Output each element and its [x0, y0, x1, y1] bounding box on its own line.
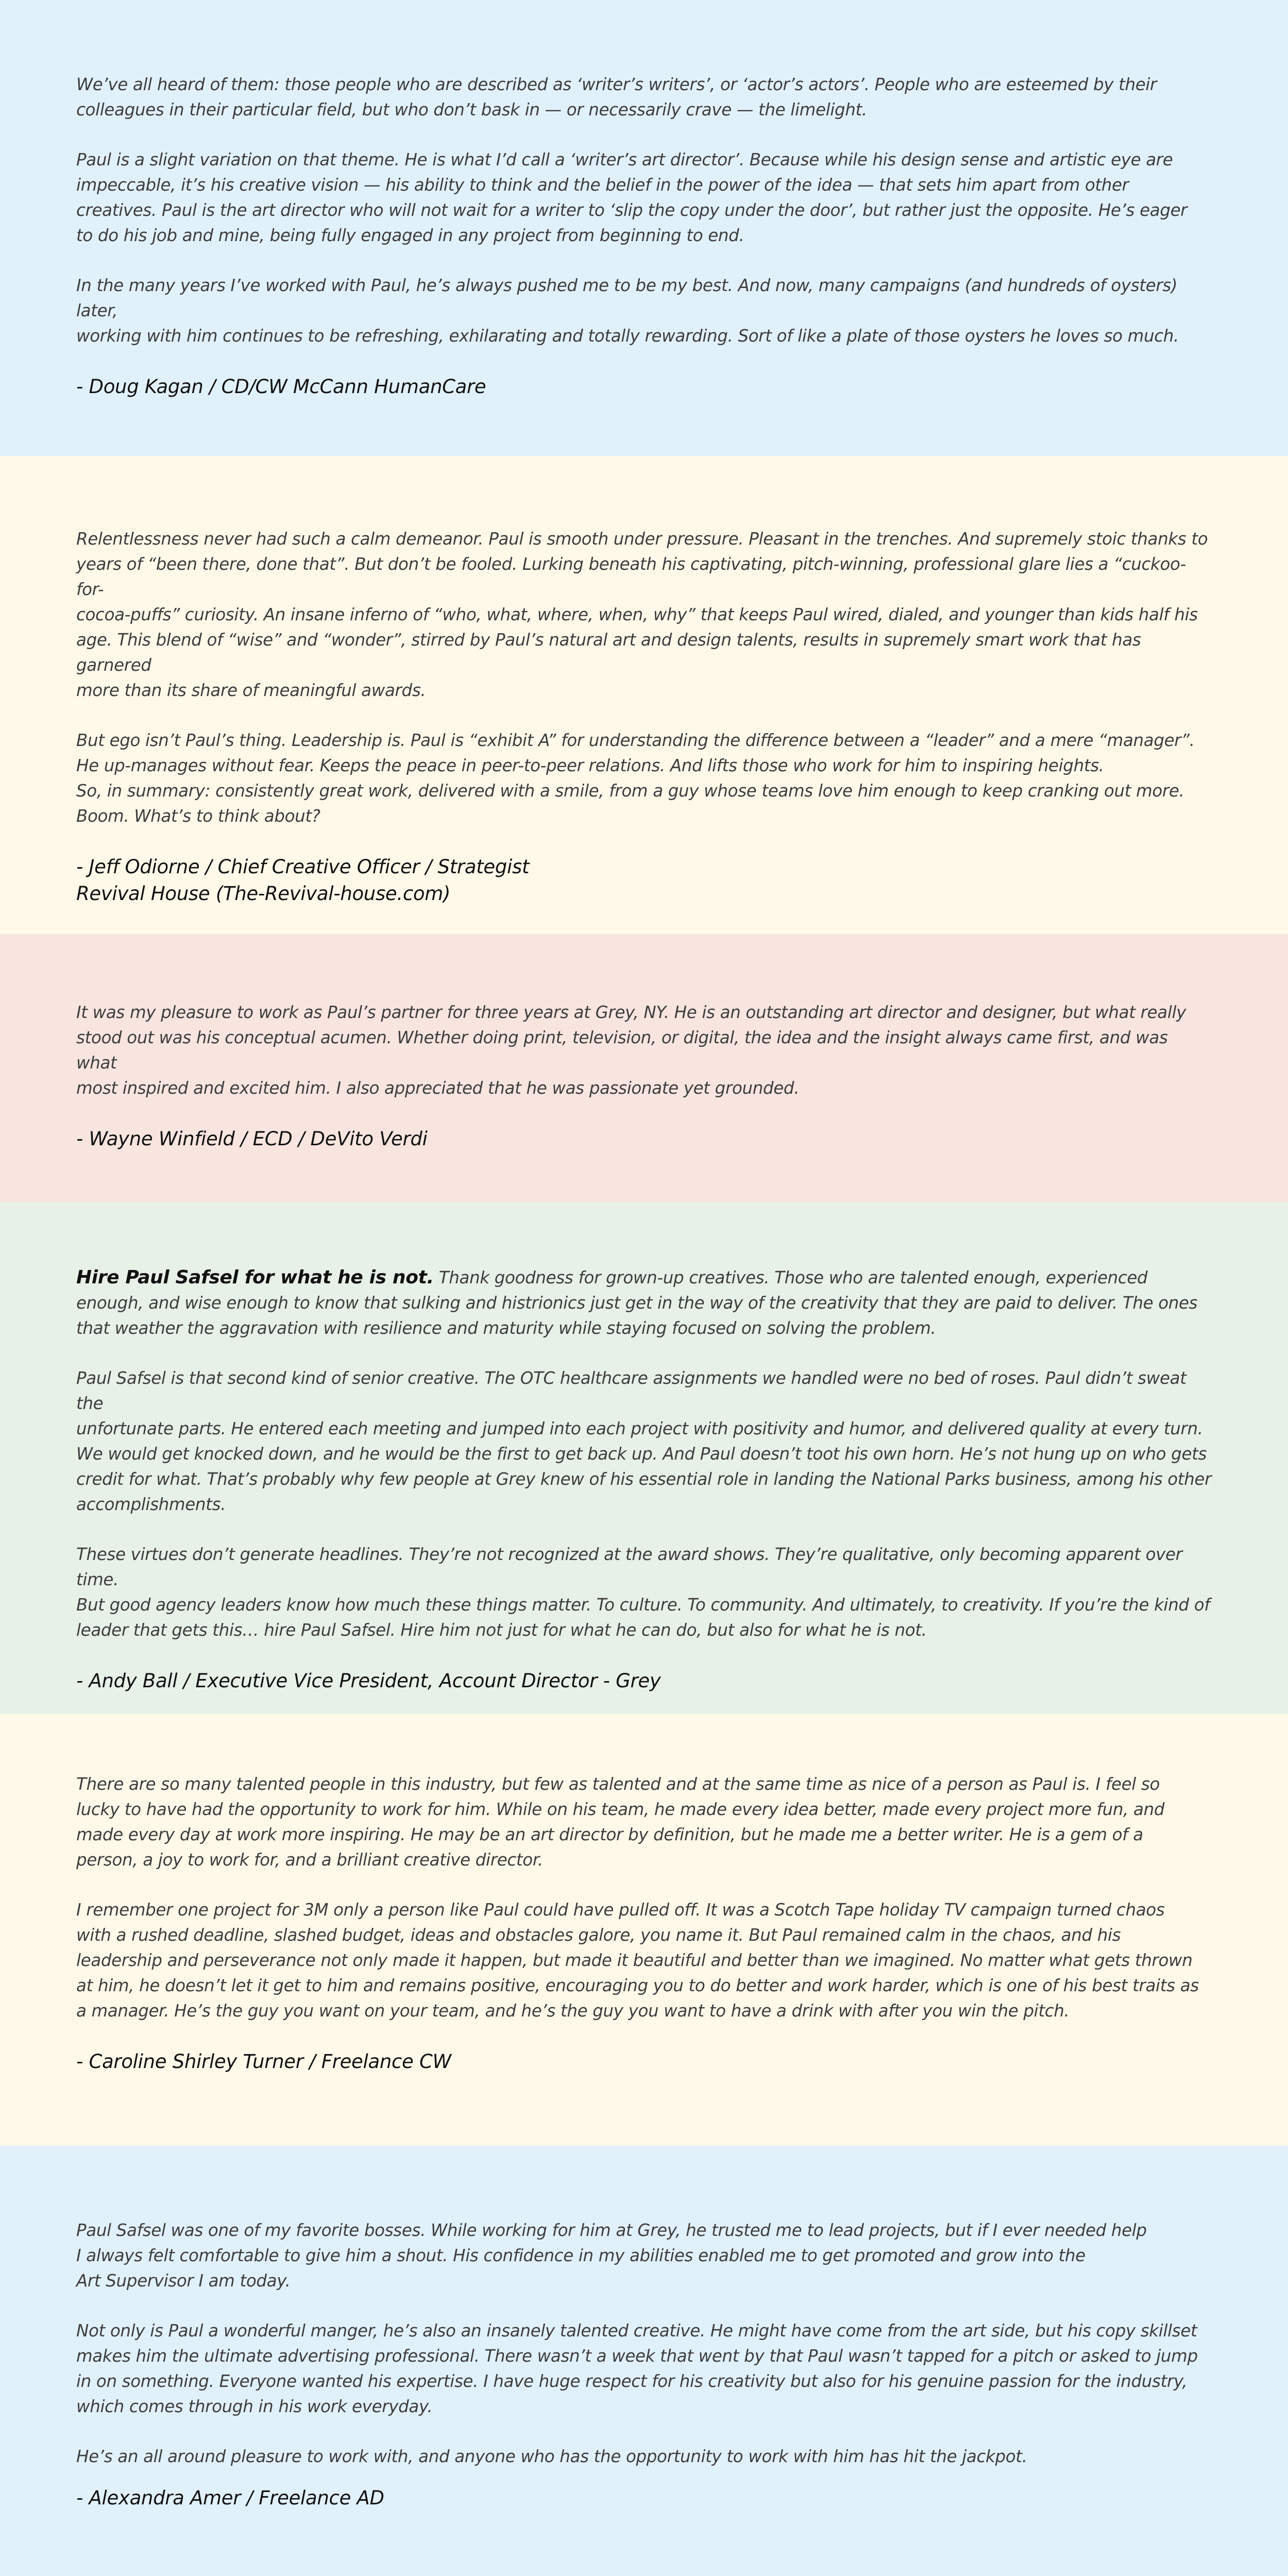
- testimonial-paragraph: Relentlessness never had such a calm demeanor. Paul is smooth under pressure. Pleasant in the trenches. And supremely stoic thanks to years of “been there, done that”. But don’t be fooled. Lurking beneath his captivating, pitch-winning, professional glare lies a “cuckoo-for- cocoa-puffs” curiosity. An insane inferno of “who, what, where, when, why” that keeps Paul wired, dialed, and younger than kids half his age. This blend of “wise” and “wonder”, stirred by Paul’s natural art and design talents, results in supremely smart work that has garnered more than its share of meaningful awards.: [76, 529, 1208, 700]
- testimonial-wayne-winfield: [0, 934, 1288, 1202]
- testimonial-signature: - Andy Ball / Executive Vice President, Account Director - Grey: [76, 1670, 661, 1692]
- testimonial-lead-text: Thank goodness for grown-up creatives. Those who are talented enough, experienced enough, and wise enough to know that sulking and histrionics just get in the way of the creativity that they are paid to deliver. The ones that weather the aggravation with resilience and maturity while staying focused on solving the problem.: [76, 1268, 1198, 1338]
- testimonial-signature: - Alexandra Amer / Freelance AD: [76, 2487, 384, 2509]
- testimonial-signature: - Doug Kagan / CD/CW McCann HumanCare: [76, 376, 486, 398]
- testimonial-caroline-shirley-turner: [0, 1714, 1288, 2146]
- testimonial-signature: - Wayne Winfield / ECD / DeVito Verdi: [76, 1128, 428, 1150]
- testimonial-doug-kagan: [0, 0, 1288, 456]
- testimonial-paragraph: I remember one project for 3M only a person like Paul could have pulled off. It was a Scotch Tape holiday TV campaign turned chaos with a rushed deadline, slashed budget, ideas and obstacles galore, you name it. But Paul remained calm in the chaos, and his leadership and perseverance not only made it happen, but made it beautiful and better than we imagined. No matter what gets thrown at him, he doesn’t let it get to him and remains positive, encouraging you to do better and work harder, which is one of his best traits as a manager. He’s the guy you want on your team, and he’s the guy you want to have a drink with after you win the pitch.: [76, 1900, 1199, 2021]
- testimonial-paragraph: Paul is a slight variation on that theme. He is what I’d call a ‘writer’s art director’. Because while his design sense and artistic eye are impeccable, it’s his creative vision — his ability to think and the belief in the power of the idea — that sets him apart from other creatives. Paul is the art director who will not wait for a writer to ‘slip the copy under the door’, but rather just the opposite. He’s eager to do his job and mine, being fully engaged in any project from beginning to end.: [76, 150, 1188, 245]
- testimonial-andy-ball: [0, 1202, 1288, 1714]
- testimonial-paragraph: Paul Safsel was one of my favorite bosses. While working for him at Grey, he trusted me to lead projects, but if I ever needed help I always felt comfortable to give him a shout. His confidence in my abilities enabled me to get promoted and grow into the Art Supervisor I am today.: [76, 2221, 1147, 2291]
- testimonial-paragraph: Not only is Paul a wonderful manger, he’s also an insanely talented creative. He might have come from the art side, but his copy skillset makes him the ultimate advertising professional. There wasn’t a week that went by that Paul wasn’t tapped for a pitch or asked to jump in on something. Everyone wanted his expertise. I have huge respect for his creativity but also for his genuine passion for the industry, which comes through in his work everyday.: [76, 2321, 1198, 2416]
- testimonial-paragraph: He’s an all around pleasure to work with, and anyone who has the opportunity to work with him has hit the jackpot.: [76, 2447, 1027, 2466]
- testimonial-signature: - Jeff Odiorne / Chief Creative Officer / Strategist Revival House (The-Revival-house.com): [76, 856, 530, 905]
- testimonial-alexandra-amer: [0, 2146, 1288, 2576]
- testimonial-paragraph: We’ve all heard of them: those people who are described as ‘writer’s writers’, or ‘actor’s actors’. People who are esteemed by their colleagues in their particular field, but who don’t bask in — or necessarily crave — the limelight.: [76, 75, 1157, 120]
- testimonial-jeff-odiorne: [0, 456, 1288, 934]
- testimonial-paragraph: But ego isn’t Paul’s thing. Leadership is. Paul is “exhibit A” for understanding the difference between a “leader” and a mere “manager”. He up-manages without fear. Keeps the peace in peer-to-peer relations. And lifts those who work for him to inspiring heights. So, in summary: consistently great work, delivered with a smile, from a guy whose teams love him enough to keep cranking out more. Boom. What’s to think about?: [76, 731, 1195, 826]
- testimonial-paragraph: There are so many talented people in this industry, but few as talented and at the same time as nice of a person as Paul is. I feel so lucky to have had the opportunity to work for him. While on his team, he made every idea better, made every project more fun, and made every day at work more inspiring. He may be an art director by definition, but he made me a better writer. He is a gem of a person, a joy to work for, and a brilliant creative director.: [76, 1774, 1165, 1870]
- testimonial-paragraph: These virtues don’t generate headlines. They’re not recognized at the award shows. They’re qualitative, only becoming apparent over time. But good agency leaders know how much these things matter. To culture. To community. And ultimately, to creativity. If you’re the kind of leader that gets this… hire Paul Safsel. Hire him not just for what he can do, but also for what he is not.: [76, 1545, 1210, 1640]
- testimonial-paragraph: Paul Safsel is that second kind of senior creative. The OTC healthcare assignments we handled were no bed of roses. Paul didn’t sweat the unfortunate parts. He entered each meeting and jumped into each project with positivity and humor, and delivered quality at every turn. We would get knocked down, and he would be the first to get back up. And Paul doesn’t toot his own horn. He’s not hung up on who gets credit for what. That’s probably why few people at Grey knew of his essential role in landing the National Parks business, among his other accomplishments.: [76, 1368, 1212, 1514]
- testimonial-paragraph: It was my pleasure to work as Paul’s partner for three years at Grey, NY. He is an outstanding art director and designer, but what really stood out was his conceptual acumen. Whether doing print, television, or digital, the idea and the insight always came first, and was what most inspired and excited him. I also appreciated that he was passionate yet grounded.: [76, 1003, 1187, 1098]
- testimonial-paragraph: In the many years I’ve worked with Paul, he’s always pushed me to be my best. And now, many campaigns (and hundreds of oysters) later, working with him continues to be refreshing, exhilarating and totally rewarding. Sort of like a plate of those oysters he loves so much.: [76, 276, 1179, 346]
- testimonial-paragraph: [76, 1265, 1212, 1341]
- testimonial-signature: - Caroline Shirley Turner / Freelance CW: [76, 2050, 451, 2073]
- testimonial-lead-heading: Hire Paul Safsel for what he is not.: [76, 1267, 434, 1288]
